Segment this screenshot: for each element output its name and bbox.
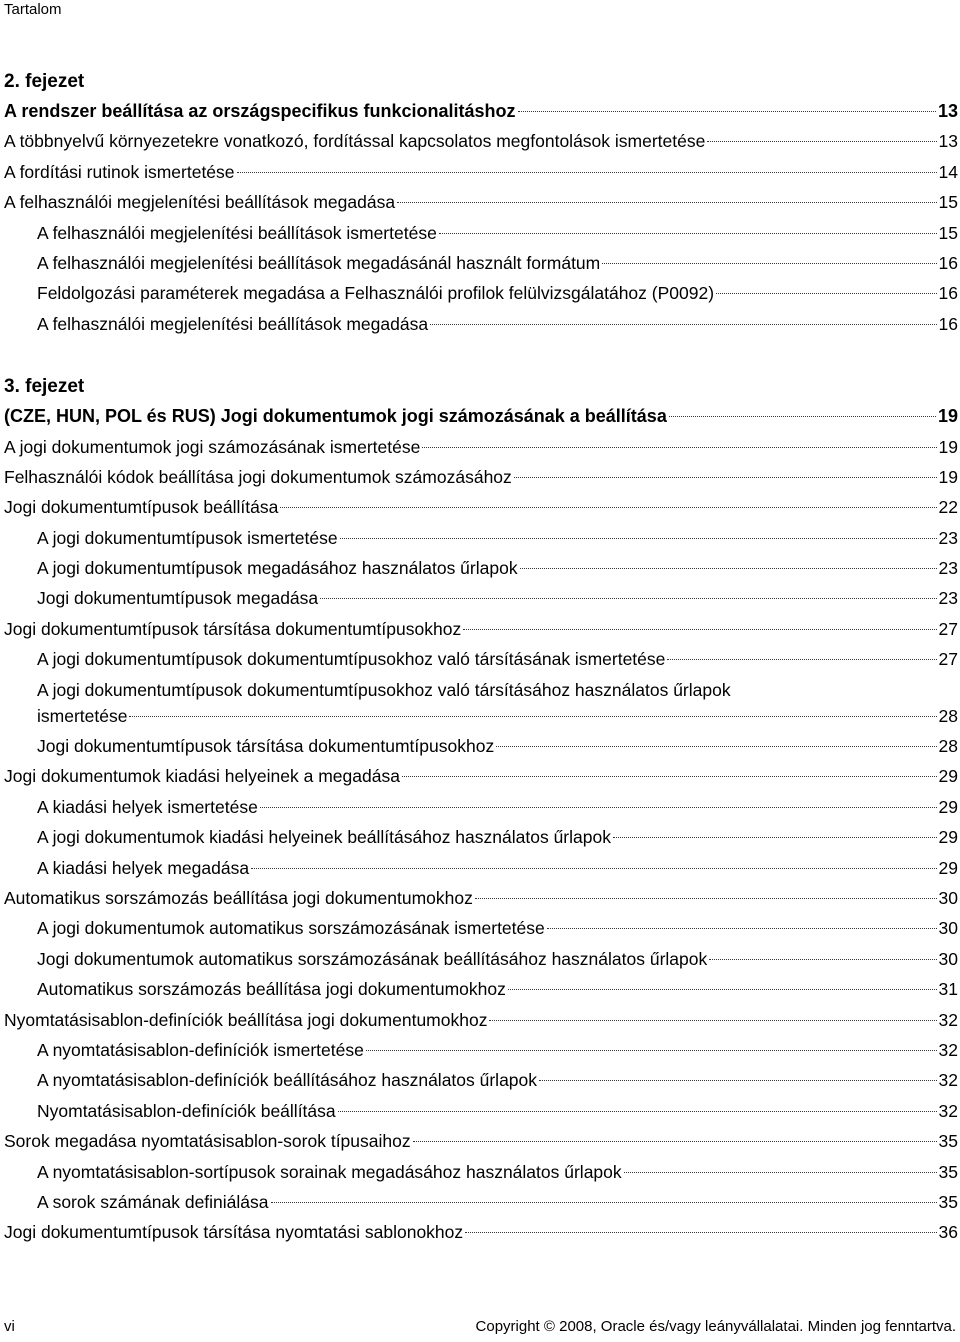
page-ref: 32 bbox=[938, 1100, 958, 1121]
chapter-number: 3. fejezet bbox=[4, 376, 85, 398]
toc-entry[interactable] bbox=[4, 761, 958, 791]
toc-subentry[interactable] bbox=[4, 583, 958, 613]
dot-leader bbox=[237, 172, 937, 173]
page-number: vi bbox=[4, 1318, 15, 1335]
entry-title: A jogi dokumentumtípusok dokumentumtípusokhoz való társításának ismertetése bbox=[37, 649, 666, 670]
dot-leader bbox=[475, 898, 937, 899]
entry-title: Sorok megadása nyomtatásisablon-sorok típusaihoz bbox=[4, 1131, 411, 1152]
toc-subentry[interactable] bbox=[4, 731, 958, 761]
entry-title: A jogi dokumentumok kiadási helyeinek beállításához használatos űrlapok bbox=[37, 827, 611, 848]
dot-leader bbox=[716, 293, 936, 294]
entry-title: A felhasználói megjelenítési beállítások megadásánál használt formátum bbox=[37, 252, 601, 273]
toc-subentry[interactable] bbox=[4, 278, 958, 308]
dot-leader bbox=[251, 868, 936, 869]
dot-leader bbox=[338, 1111, 937, 1112]
dot-leader bbox=[439, 233, 937, 234]
entry-title: Automatikus sorszámozás beállítása jogi dokumentumokhoz bbox=[37, 979, 506, 1000]
copyright-notice: Copyright © 2008, Oracle és/vagy leányvállalatai. Minden jog fenntartva. bbox=[475, 1318, 956, 1335]
dot-leader bbox=[547, 928, 937, 929]
entry-title: ismertetése bbox=[37, 705, 128, 726]
dot-leader bbox=[539, 1080, 937, 1081]
toc-entry[interactable] bbox=[4, 1126, 958, 1156]
entry-title: Jogi dokumentumtípusok megadása bbox=[37, 588, 319, 609]
dot-leader bbox=[397, 202, 936, 203]
dot-leader bbox=[707, 141, 936, 142]
page-ref: 27 bbox=[938, 618, 958, 639]
page-ref: 28 bbox=[938, 705, 958, 726]
page-ref: 35 bbox=[938, 1191, 958, 1212]
dot-leader bbox=[613, 837, 937, 838]
chapter-number: 2. fejezet bbox=[4, 71, 85, 92]
toc-entry[interactable] bbox=[4, 614, 958, 644]
page-ref: 14 bbox=[938, 161, 958, 182]
entry-title: A felhasználói megjelenítési beállítások megadása bbox=[37, 313, 429, 334]
dot-leader bbox=[271, 1202, 937, 1203]
page-ref: 19 bbox=[937, 406, 958, 427]
page-ref: 30 bbox=[938, 887, 958, 908]
page-ref: 30 bbox=[938, 918, 958, 939]
dot-leader bbox=[463, 629, 936, 630]
dot-leader bbox=[520, 568, 937, 569]
page-ref: 23 bbox=[938, 588, 958, 609]
entry-title: A sorok számának definiálása bbox=[37, 1191, 269, 1212]
page-ref: 13 bbox=[938, 131, 958, 152]
entry-title: A nyomtatásisablon-definíciók beállításához használatos űrlapok bbox=[37, 1070, 538, 1091]
dot-leader bbox=[280, 507, 936, 508]
dot-leader bbox=[602, 263, 936, 264]
entry-title: A fordítási rutinok ismertetése bbox=[4, 161, 235, 182]
toc-subentry[interactable] bbox=[4, 944, 958, 974]
entry-title: Jogi dokumentumok kiadási helyeinek a megadása bbox=[4, 766, 400, 787]
toc-entry[interactable] bbox=[4, 157, 958, 187]
entry-title: Nyomtatásisablon-definíciók beállítása jogi dokumentumokhoz bbox=[4, 1009, 488, 1030]
entry-title: Feldolgozási paraméterek megadása a Felhasználói profilok felülvizsgálatához (P0092) bbox=[37, 283, 715, 304]
page-ref: 19 bbox=[938, 466, 958, 487]
dot-leader bbox=[496, 746, 936, 747]
dot-leader bbox=[366, 1050, 937, 1051]
dot-leader bbox=[465, 1232, 936, 1233]
entry-title: A jogi dokumentumok jogi számozásának ismertetése bbox=[4, 436, 421, 457]
page-ref: 19 bbox=[938, 436, 958, 457]
toc-entry[interactable] bbox=[4, 126, 958, 156]
chapter-title: A rendszer beállítása az országspecifikus funkcionalitáshoz bbox=[4, 101, 516, 121]
toc-subentry[interactable] bbox=[4, 1157, 958, 1187]
toc-subentry[interactable] bbox=[4, 1187, 958, 1217]
page-ref: 29 bbox=[938, 857, 958, 878]
page-ref: 13 bbox=[937, 101, 958, 121]
page-ref: 28 bbox=[938, 736, 958, 757]
dot-leader bbox=[508, 989, 937, 990]
page-ref: 22 bbox=[938, 497, 958, 518]
dot-leader bbox=[430, 324, 936, 325]
dot-leader bbox=[413, 1141, 937, 1142]
page-ref: 29 bbox=[938, 827, 958, 848]
toc-subentry[interactable] bbox=[4, 1096, 958, 1126]
dot-leader bbox=[422, 447, 936, 448]
toc-entry[interactable] bbox=[4, 187, 958, 217]
page-ref: 16 bbox=[938, 283, 958, 304]
entry-title: Nyomtatásisablon-definíciók beállítása bbox=[37, 1100, 336, 1121]
entry-title: A nyomtatásisablon-sortípusok sorainak megadásához használatos űrlapok bbox=[37, 1161, 622, 1182]
entry-title-line1: A jogi dokumentumtípusok dokumentumtípusokhoz való társításához használatos űrlapok bbox=[37, 679, 731, 700]
entry-title: A felhasználói megjelenítési beállítások ismertetése bbox=[37, 222, 437, 243]
page-ref: 30 bbox=[938, 948, 958, 969]
toc-subentry[interactable] bbox=[4, 644, 958, 674]
dot-leader bbox=[320, 598, 936, 599]
toc-subentry[interactable] bbox=[4, 553, 958, 583]
page-ref: 16 bbox=[938, 313, 958, 334]
table-of-contents bbox=[4, 68, 958, 1248]
toc-subentry[interactable] bbox=[4, 309, 958, 339]
running-header: Tartalom bbox=[4, 1, 62, 18]
page-ref: 32 bbox=[938, 1070, 958, 1091]
toc-entry[interactable] bbox=[4, 1005, 958, 1035]
toc-subentry[interactable] bbox=[4, 913, 958, 943]
toc-subentry[interactable] bbox=[4, 1065, 958, 1095]
dot-leader bbox=[340, 538, 937, 539]
toc-entry[interactable] bbox=[4, 883, 958, 913]
toc-subentry[interactable] bbox=[4, 248, 958, 278]
entry-title: A felhasználói megjelenítési beállítások megadása bbox=[4, 192, 396, 213]
entry-title: Jogi dokumentumtípusok társítása nyomtatási sablonokhoz bbox=[4, 1222, 464, 1243]
toc-subentry[interactable] bbox=[4, 974, 958, 1004]
toc-subentry[interactable] bbox=[4, 1035, 958, 1065]
dot-leader bbox=[129, 716, 936, 717]
toc-subentry[interactable] bbox=[4, 218, 958, 248]
page-ref: 23 bbox=[938, 527, 958, 548]
toc-subentry[interactable] bbox=[4, 523, 958, 553]
entry-title: A nyomtatásisablon-definíciók ismertetése bbox=[37, 1039, 364, 1060]
page-ref: 29 bbox=[938, 796, 958, 817]
chapter-title-row[interactable] bbox=[4, 96, 958, 126]
page-ref: 32 bbox=[938, 1009, 958, 1030]
entry-title: Jogi dokumentumtípusok társítása dokumentumtípusokhoz bbox=[4, 618, 462, 639]
page-ref: 31 bbox=[938, 979, 958, 1000]
page-ref: 35 bbox=[938, 1161, 958, 1182]
toc-subentry[interactable] bbox=[4, 822, 958, 852]
dot-leader bbox=[489, 1020, 936, 1021]
entry-title: Jogi dokumentumtípusok társítása dokumentumtípusokhoz bbox=[37, 736, 495, 757]
page-ref: 15 bbox=[938, 222, 958, 243]
toc-entry[interactable] bbox=[4, 492, 958, 522]
page-ref: 16 bbox=[938, 252, 958, 273]
entry-title: Automatikus sorszámozás beállítása jogi dokumentumokhoz bbox=[4, 887, 473, 908]
entry-title: Felhasználói kódok beállítása jogi dokumentumok számozásához bbox=[4, 466, 512, 487]
entry-title: A kiadási helyek megadása bbox=[37, 857, 250, 878]
page-ref: 15 bbox=[938, 192, 958, 213]
dot-leader bbox=[260, 807, 937, 808]
page-ref: 36 bbox=[938, 1222, 958, 1243]
entry-title: A kiadási helyek ismertetése bbox=[37, 796, 258, 817]
dot-leader bbox=[709, 959, 936, 960]
entry-title: A jogi dokumentumtípusok megadásához használatos űrlapok bbox=[37, 558, 518, 579]
toc-subentry[interactable] bbox=[4, 853, 958, 883]
toc-subentry[interactable] bbox=[4, 792, 958, 822]
entry-title: Jogi dokumentumok automatikus sorszámozásának beállításához használatos űrlapok bbox=[37, 948, 708, 969]
page-ref: 23 bbox=[938, 558, 958, 579]
toc-entry[interactable] bbox=[4, 432, 958, 462]
dot-leader bbox=[402, 776, 937, 777]
page-ref: 32 bbox=[938, 1039, 958, 1060]
page-ref: 35 bbox=[938, 1131, 958, 1152]
entry-title: Jogi dokumentumtípusok beállítása bbox=[4, 497, 279, 518]
page-ref: 27 bbox=[938, 649, 958, 670]
dot-leader bbox=[624, 1172, 937, 1173]
dot-leader bbox=[518, 111, 936, 112]
toc-entry[interactable] bbox=[4, 462, 958, 492]
dot-leader bbox=[669, 416, 936, 417]
entry-title: A jogi dokumentumok automatikus sorszámozásának ismertetése bbox=[37, 918, 545, 939]
toc-entry[interactable] bbox=[4, 1217, 958, 1247]
chapter-title-row[interactable] bbox=[4, 401, 958, 431]
dot-leader bbox=[667, 659, 936, 660]
page-ref: 29 bbox=[938, 766, 958, 787]
entry-title: A többnyelvű környezetekre vonatkozó, fordítással kapcsolatos megfontolások ismertetése bbox=[4, 131, 706, 152]
toc-subentry[interactable] bbox=[4, 701, 958, 731]
dot-leader bbox=[514, 477, 937, 478]
chapter-title: (CZE, HUN, POL és RUS) Jogi dokumentumok jogi számozásának a beállítása bbox=[4, 406, 667, 427]
entry-title: A jogi dokumentumtípusok ismertetése bbox=[37, 527, 338, 548]
